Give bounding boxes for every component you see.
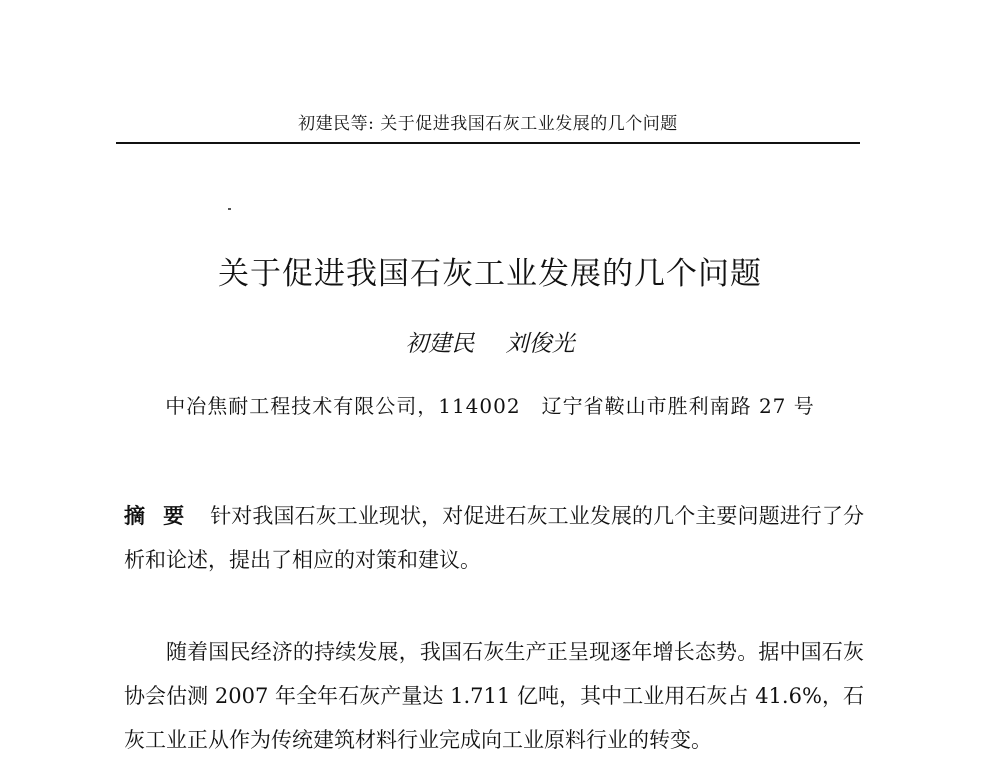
author-name: 初建民	[405, 331, 475, 357]
scan-speck	[228, 208, 231, 210]
body-paragraph: 随着国民经济的持续发展，我国石灰生产正呈现逐年增长态势。据中国石灰协会估测 2007 年全年石灰产量达 1.711 亿吨，其中工业用石灰占 41.6%，石灰工业正从作为传统建筑材料行业完成向工业原料行业的转变。	[124, 640, 864, 752]
author-name: 刘俊光	[505, 331, 575, 357]
abstract-label: 摘要	[124, 504, 203, 528]
running-header: 初建民等: 关于促进我国石灰工业发展的几个问题	[298, 114, 678, 134]
abstract-text: 针对我国石灰工业现状，对促进石灰工业发展的几个主要问题进行了分析和论述，提出了相应的对策和建议。	[124, 504, 864, 572]
abstract	[124, 494, 864, 582]
author-list	[100, 324, 880, 364]
paper-title: 关于促进我国石灰工业发展的几个问题	[218, 256, 762, 292]
author-affiliation: 中冶焦耐工程技术有限公司，114002 辽宁省鞍山市胜利南路 27 号	[165, 394, 815, 418]
header-rule	[116, 142, 860, 144]
